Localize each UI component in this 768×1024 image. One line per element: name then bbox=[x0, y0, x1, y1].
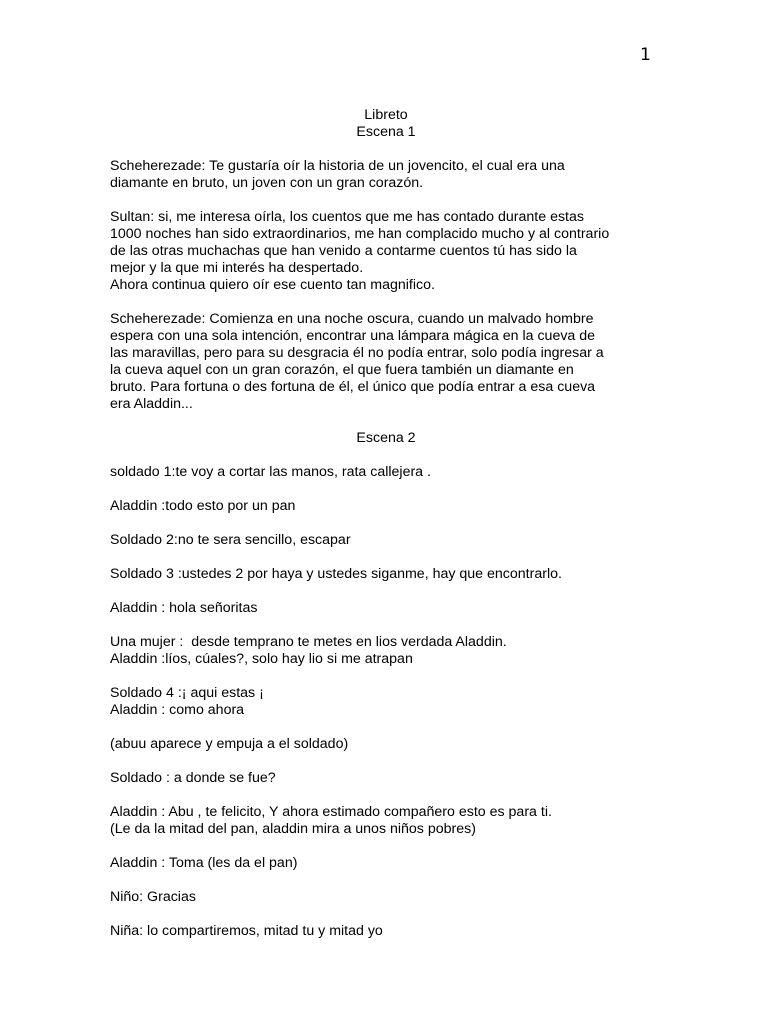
page-number: 1 bbox=[640, 45, 651, 65]
dialogue-paragraph bbox=[110, 158, 662, 192]
dialogue-paragraph bbox=[110, 736, 662, 753]
spacer bbox=[110, 447, 662, 464]
dialogue-line: Soldado 3 :ustedes 2 por haya y ustedes siganme, hay que encontrarlo. bbox=[110, 566, 562, 582]
dialogue-line: soldado 1:te voy a cortar las manos, rata callejera . bbox=[110, 464, 431, 480]
dialogue-paragraph bbox=[110, 566, 662, 583]
dialogue-line: las maravillas, pero para su desgracia él no podía entrar, solo podía ingresar a bbox=[110, 345, 604, 361]
dialogue-paragraph bbox=[110, 889, 662, 906]
dialogue-line: (Le da la mitad del pan, aladdin mira a unos niños pobres) bbox=[110, 821, 476, 837]
dialogue-line: Ahora continua quiero oír ese cuento tan magnifico. bbox=[110, 277, 435, 293]
dialogue-line: Aladdin :líos, cúales?, solo hay lio si me atrapan bbox=[110, 651, 413, 667]
dialogue-line: Scheherezade: Te gustaría oír la historia de un jovencito, el cual era una bbox=[110, 158, 565, 174]
dialogue-paragraph bbox=[110, 532, 662, 549]
dialogue-paragraph bbox=[110, 634, 662, 668]
scene-1-dialogue bbox=[110, 158, 662, 413]
libreto-title: Libreto bbox=[364, 107, 408, 123]
document-body bbox=[110, 107, 662, 957]
dialogue-line: Una mujer : desde temprano te metes en lios verdada Aladdin. bbox=[110, 634, 507, 650]
dialogue-line: Aladdin : hola señoritas bbox=[110, 600, 258, 616]
dialogue-paragraph bbox=[110, 600, 662, 617]
scene-1-heading: Escena 1 bbox=[356, 124, 416, 140]
dialogue-line: Niña: lo compartiremos, mitad tu y mitad yo bbox=[110, 923, 383, 939]
dialogue-line: Soldado 2:no te sera sencillo, escapar bbox=[110, 532, 351, 548]
dialogue-line: diamante en bruto, un joven con un gran corazón. bbox=[110, 175, 424, 191]
dialogue-line: Aladdin : como ahora bbox=[110, 702, 245, 718]
dialogue-paragraph bbox=[110, 464, 662, 481]
dialogue-line: Soldado : a donde se fue? bbox=[110, 770, 276, 786]
dialogue-line: Aladdin :todo esto por un pan bbox=[110, 498, 296, 514]
dialogue-line: (abuu aparece y empuja a el soldado) bbox=[110, 736, 349, 752]
dialogue-paragraph bbox=[110, 770, 662, 787]
spacer bbox=[110, 141, 662, 158]
dialogue-line: mejor y la que mi interés ha despertado. bbox=[110, 260, 364, 276]
dialogue-line: bruto. Para fortuna o des fortuna de él, el único que podía entrar a esa cueva bbox=[110, 379, 596, 395]
dialogue-line: Sultan: si, me interesa oírla, los cuentos que me has contado durante estas bbox=[110, 209, 584, 225]
dialogue-line: 1000 noches han sido extraordinarios, me han complacido mucho y al contrario bbox=[110, 226, 610, 242]
dialogue-paragraph bbox=[110, 855, 662, 872]
dialogue-line: la cueva aquel con un gran corazón, el que fuera también un diamante en bbox=[110, 362, 574, 378]
dialogue-line: Aladdin : Toma (les da el pan) bbox=[110, 855, 298, 871]
dialogue-line: Niño: Gracias bbox=[110, 889, 196, 905]
dialogue-paragraph bbox=[110, 209, 662, 294]
scene-2-heading: Escena 2 bbox=[356, 430, 416, 446]
dialogue-line: de las otras muchachas que han venido a contarme cuentos tú has sido la bbox=[110, 243, 577, 259]
dialogue-line: era Aladdin... bbox=[110, 396, 193, 412]
dialogue-paragraph bbox=[110, 311, 662, 413]
dialogue-paragraph bbox=[110, 498, 662, 515]
scene-2-dialogue bbox=[110, 464, 662, 940]
dialogue-line: Scheherezade: Comienza en una noche oscura, cuando un malvado hombre bbox=[110, 311, 594, 327]
dialogue-line: Soldado 4 :¡ aqui estas ¡ bbox=[110, 685, 264, 701]
dialogue-paragraph bbox=[110, 804, 662, 838]
dialogue-line: Aladdin : Abu , te felicito, Y ahora estimado compañero esto es para ti. bbox=[110, 804, 552, 820]
dialogue-paragraph bbox=[110, 685, 662, 719]
dialogue-line: espera con una sola intención, encontrar una lámpara mágica en la cueva de bbox=[110, 328, 596, 344]
dialogue-paragraph bbox=[110, 923, 662, 940]
